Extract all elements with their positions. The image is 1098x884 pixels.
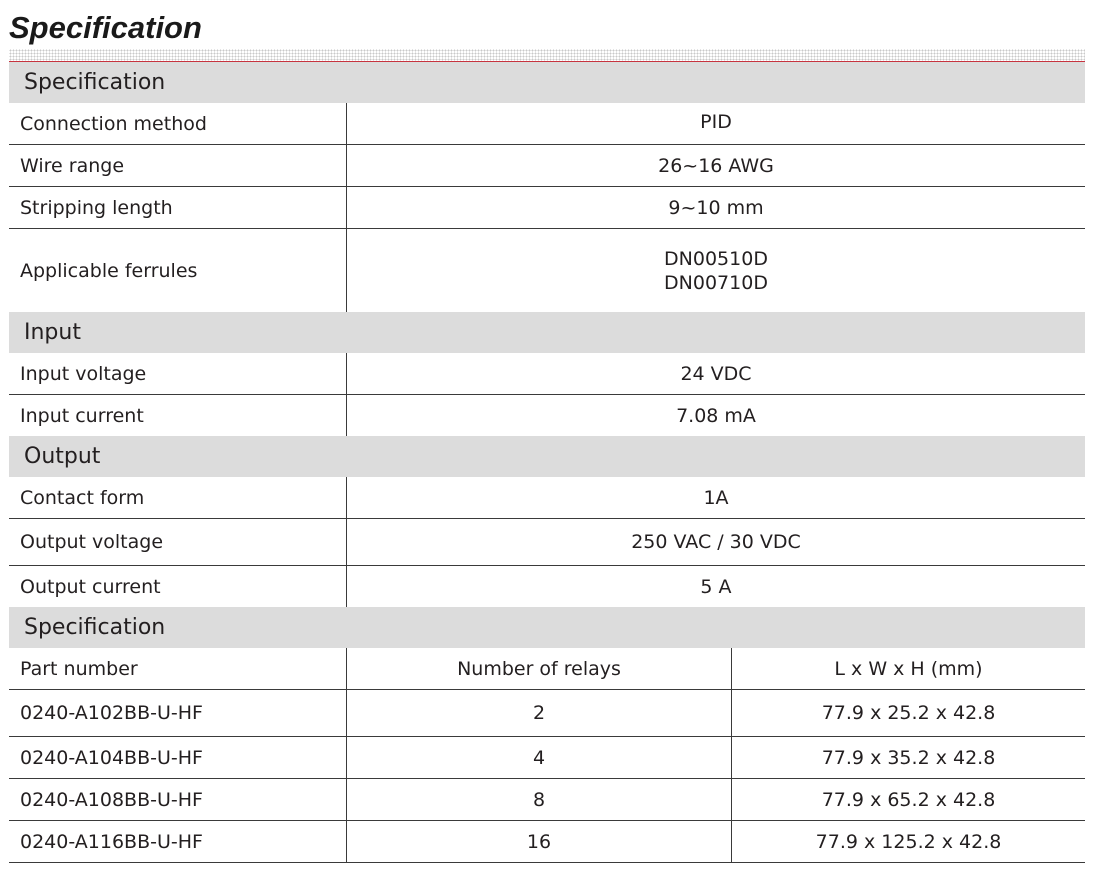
- row-label: Applicable ferrules: [9, 229, 347, 312]
- relay-count-cell: 16: [347, 821, 732, 862]
- table-row: [9, 737, 1085, 779]
- table-row: [9, 821, 1085, 863]
- row-value-text: 5 A: [700, 575, 732, 598]
- row-value-text: 26~16 AWG: [658, 154, 774, 177]
- spec-row-input-voltage: [9, 353, 1085, 395]
- row-label: Contact form: [9, 477, 347, 518]
- table-row: [9, 779, 1085, 821]
- spec-row-applicable-ferrules: [9, 229, 1085, 312]
- column-header-number-of-relays: Number of relays: [347, 648, 732, 689]
- row-label: Wire range: [9, 145, 347, 186]
- spec-table: [9, 62, 1085, 863]
- ferrule-value: DN00510D: [664, 247, 768, 270]
- row-value: [347, 395, 1085, 436]
- table-row: [9, 690, 1085, 737]
- relay-count-cell: 8: [347, 779, 732, 820]
- row-value-text: 9~10 mm: [668, 196, 764, 219]
- dimensions-cell: 77.9 x 65.2 x 42.8: [821, 788, 996, 811]
- row-label: Stripping length: [9, 187, 347, 228]
- spec-row-contact-form: [9, 477, 1085, 519]
- spec-row-connection-method: [9, 103, 1085, 145]
- column-header-part-number: Part number: [9, 648, 347, 689]
- row-label: Input current: [9, 395, 347, 436]
- row-value: [347, 103, 1085, 144]
- section-header-specification: Specification: [9, 62, 1085, 103]
- part-number-cell: 0240-A116BB-U-HF: [9, 821, 347, 862]
- relay-count-cell: 2: [347, 690, 732, 736]
- dimensions-cell: 77.9 x 125.2 x 42.8: [815, 830, 1002, 853]
- section-header-output: Output: [9, 436, 1085, 477]
- page-title: Specification: [9, 10, 202, 45]
- row-value: [347, 353, 1085, 394]
- row-value-text: 1A: [703, 486, 729, 509]
- ferrule-value: DN00710D: [664, 271, 768, 294]
- row-value-text: 7.08 mA: [676, 404, 756, 427]
- row-value: [347, 519, 1085, 565]
- section-header-part-specification: Specification: [9, 607, 1085, 648]
- row-value-text: 250 VAC / 30 VDC: [631, 531, 801, 553]
- dimensions-cell: 77.9 x 35.2 x 42.8: [821, 746, 996, 769]
- parts-table-header-row: [9, 648, 1085, 690]
- row-value-text: 24 VDC: [680, 362, 752, 385]
- spec-row-wire-range: [9, 145, 1085, 187]
- row-label: Output voltage: [9, 519, 347, 565]
- spec-row-output-current: [9, 566, 1085, 607]
- row-label: Output current: [9, 566, 347, 607]
- row-value: [347, 229, 1085, 312]
- spec-row-stripping-length: [9, 187, 1085, 229]
- part-number-cell: 0240-A104BB-U-HF: [9, 737, 347, 778]
- row-label: Input voltage: [9, 353, 347, 394]
- dimensions-cell: 77.9 x 25.2 x 42.8: [821, 702, 996, 724]
- part-number-cell: 0240-A102BB-U-HF: [9, 690, 347, 736]
- column-header-dimensions: L x W x H (mm): [834, 657, 983, 680]
- row-value: [347, 187, 1085, 228]
- part-number-cell: 0240-A108BB-U-HF: [9, 779, 347, 820]
- row-value: [347, 145, 1085, 186]
- relay-count-cell: 4: [347, 737, 732, 778]
- spec-row-output-voltage: [9, 519, 1085, 566]
- row-value-text: PID: [700, 111, 732, 133]
- row-value: [347, 477, 1085, 518]
- row-label: Connection method: [9, 103, 347, 144]
- title-dotted-rule: [9, 49, 1085, 61]
- spec-row-input-current: [9, 395, 1085, 436]
- section-header-input: Input: [9, 312, 1085, 353]
- row-value: [347, 566, 1085, 607]
